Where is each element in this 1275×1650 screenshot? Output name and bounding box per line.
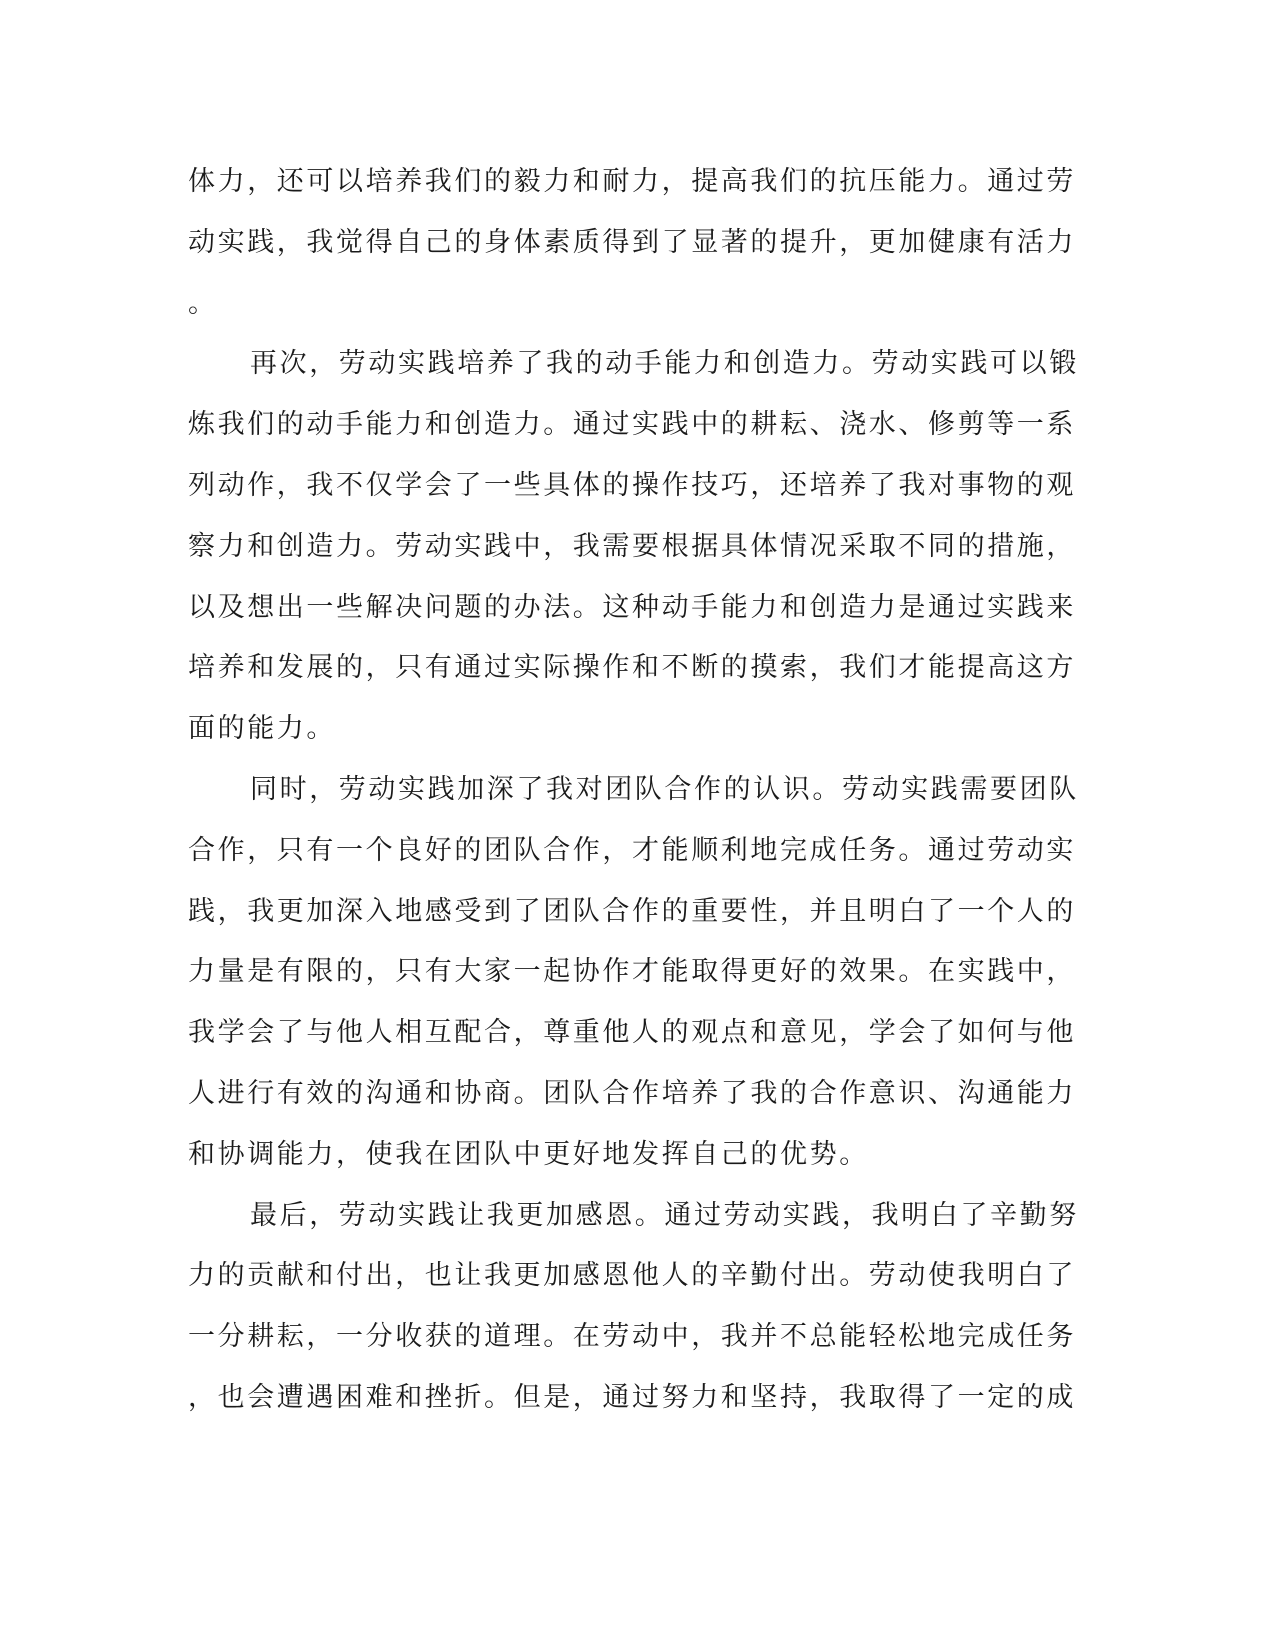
text-line: 和协调能力，使我在团队中更好地发挥自己的优势。 bbox=[188, 1138, 869, 1170]
text-line: 培养和发展的，只有通过实际操作和不断的摸索，我们才能提高这方 bbox=[188, 652, 1076, 684]
text-line: 炼我们的动手能力和创造力。通过实践中的耕耘、浇水、修剪等一系 bbox=[188, 409, 1076, 441]
text-line: 动实践，我觉得自己的身体素质得到了显著的提升，更加健康有活力 bbox=[188, 226, 1076, 258]
paragraph-teamwork bbox=[188, 760, 1088, 1186]
text-line: 合作，只有一个良好的团队合作，才能顺利地完成任务。通过劳动实 bbox=[188, 834, 1076, 866]
text-line: 我学会了与他人相互配合，尊重他人的观点和意见，学会了如何与他 bbox=[188, 1017, 1076, 1049]
text-line: 。 bbox=[188, 287, 218, 319]
paragraph-continuation bbox=[188, 152, 1088, 334]
text-line: 一分耕耘，一分收获的道理。在劳动中，我并不总能轻松地完成任务 bbox=[188, 1321, 1076, 1353]
paragraph-creativity bbox=[188, 334, 1088, 760]
text-line: 最后，劳动实践让我更加感恩。通过劳动实践，我明白了辛勤努 bbox=[250, 1199, 1079, 1231]
text-line: 再次，劳动实践培养了我的动手能力和创造力。劳动实践可以锻 bbox=[250, 348, 1079, 380]
text-line: 践，我更加深入地感受到了团队合作的重要性，并且明白了一个人的 bbox=[188, 895, 1076, 927]
text-line: 力的贡献和付出，也让我更加感恩他人的辛勤付出。劳动使我明白了 bbox=[188, 1260, 1076, 1292]
text-line: 同时，劳动实践加深了我对团队合作的认识。劳动实践需要团队 bbox=[250, 773, 1079, 805]
document-body bbox=[188, 152, 1088, 1429]
text-line: 力量是有限的，只有大家一起协作才能取得更好的效果。在实践中， bbox=[188, 956, 1076, 988]
text-line: 人进行有效的沟通和协商。团队合作培养了我的合作意识、沟通能力 bbox=[188, 1077, 1076, 1109]
text-line: 体力，还可以培养我们的毅力和耐力，提高我们的抗压能力。通过劳 bbox=[188, 166, 1076, 197]
text-line: 面的能力。 bbox=[188, 713, 336, 745]
text-line: ，也会遭遇困难和挫折。但是，通过努力和坚持，我取得了一定的成 bbox=[188, 1381, 1076, 1413]
text-line: 列动作，我不仅学会了一些具体的操作技巧，还培养了我对事物的观 bbox=[188, 469, 1076, 501]
paragraph-gratitude bbox=[188, 1186, 1088, 1429]
text-line: 以及想出一些解决问题的办法。这种动手能力和创造力是通过实践来 bbox=[188, 591, 1076, 623]
text-line: 察力和创造力。劳动实践中，我需要根据具体情况采取不同的措施， bbox=[188, 530, 1076, 562]
